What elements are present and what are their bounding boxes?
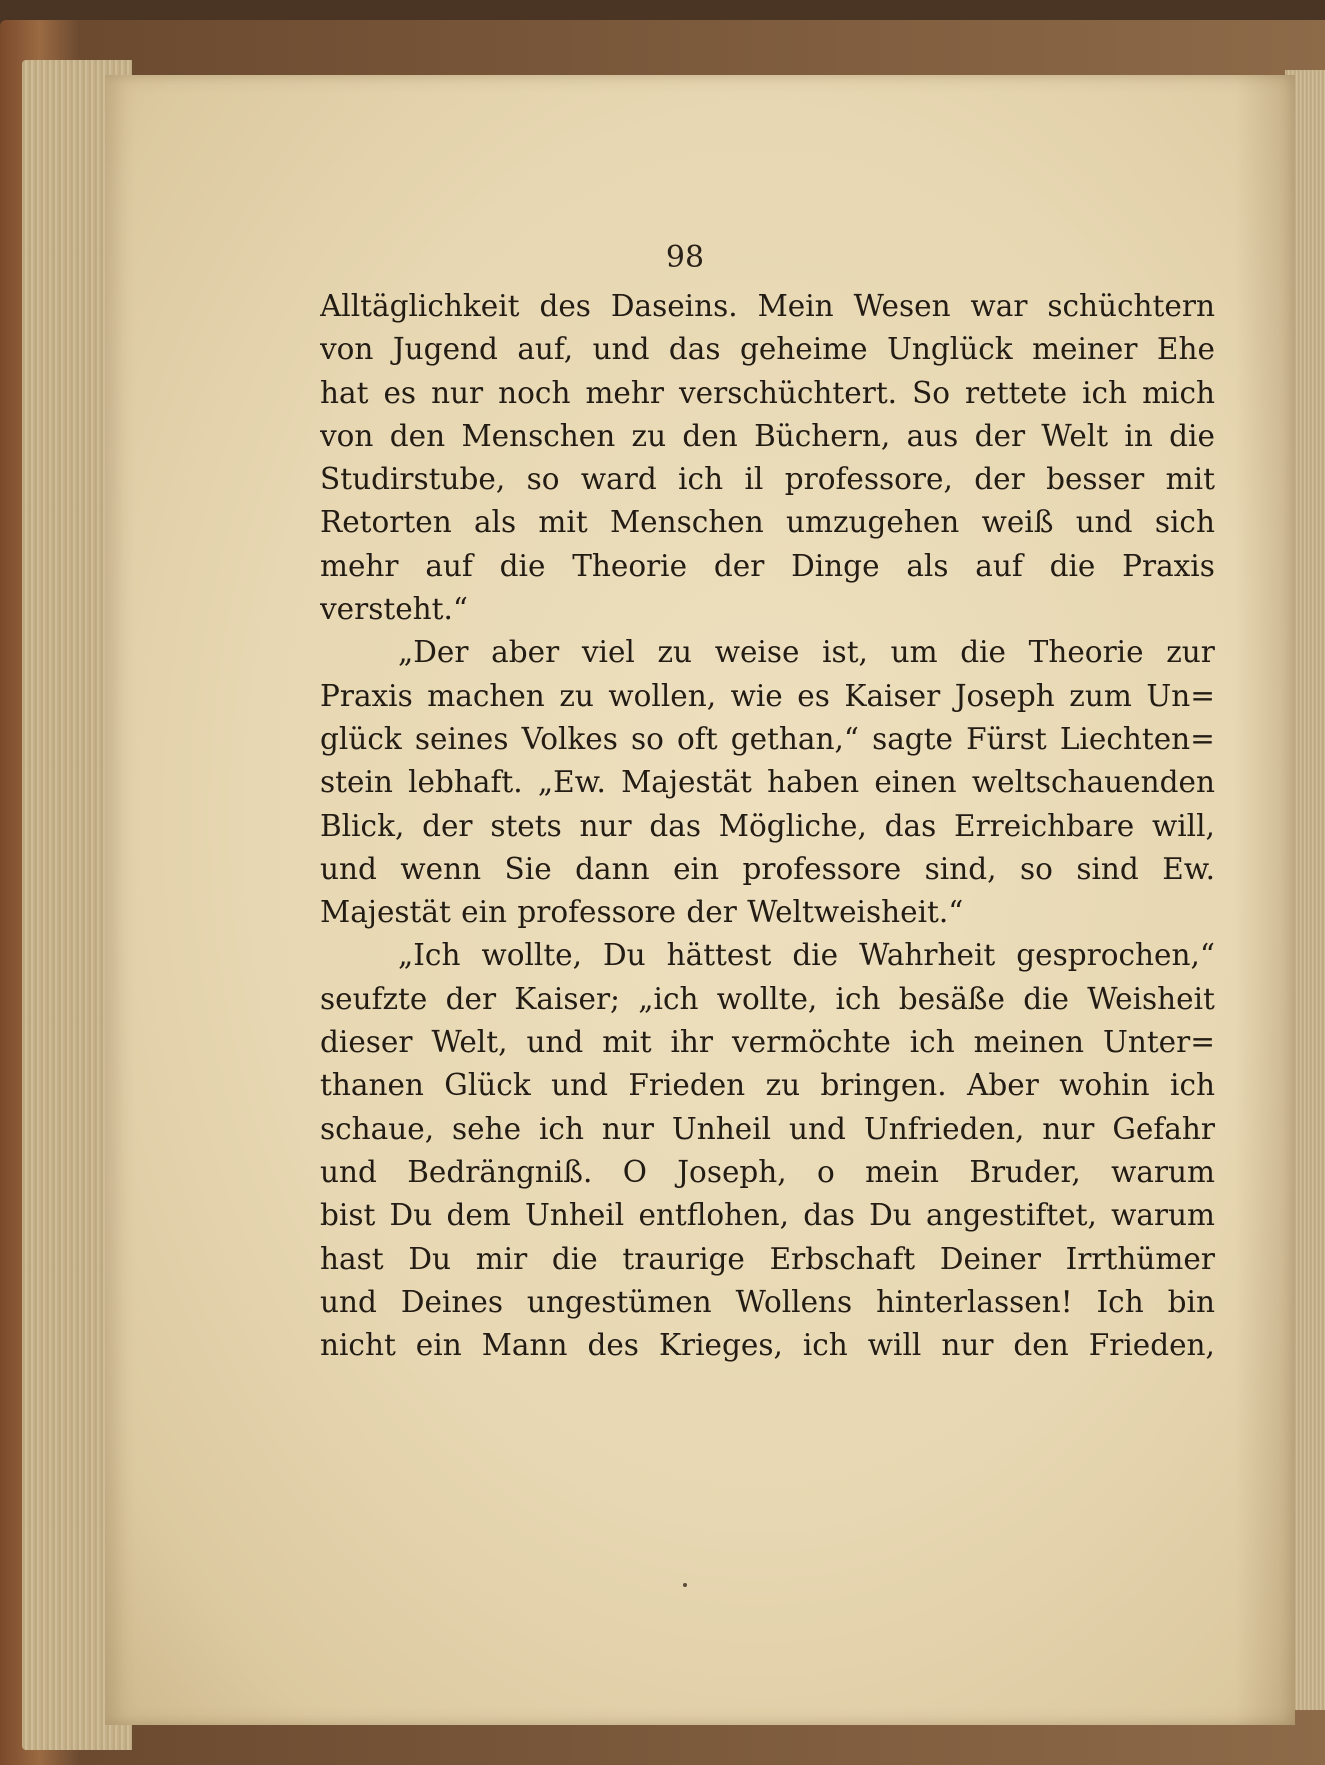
text-line: seufzte der Kaiser; „ich wollte, ich besäße die Weisheit	[320, 981, 1215, 1016]
text-line: glück seines Volkes so oft gethan,“ sagte Fürst Liechten=	[320, 721, 1215, 756]
text-line: thanen Glück und Frieden zu bringen. Aber wohin ich	[320, 1068, 1215, 1103]
text-line: Blick, der stets nur das Mögliche, das Erreichbare will,	[320, 808, 1215, 843]
text-line: dieser Welt, und mit ihr vermöchte ich meinen Unter=	[320, 1025, 1215, 1060]
text-line: „Ich wollte, Du hättest die Wahrheit gesprochen,“	[398, 938, 1215, 973]
gutter-shadow	[1235, 75, 1295, 1725]
text-line: und wenn Sie dann ein professore sind, so sind Ew.	[320, 851, 1215, 886]
text-line: von Jugend auf, und das geheime Unglück meiner Ehe	[320, 332, 1215, 367]
body-text	[320, 285, 1215, 1367]
book-page	[105, 75, 1295, 1725]
page-number-value: 98	[665, 240, 705, 275]
text-line: mehr auf die Theorie der Dinge als auf die Praxis	[320, 548, 1215, 583]
text-line: hast Du mir die traurige Erbschaft Deiner Irrthümer	[320, 1241, 1215, 1276]
text-line: versteht.“	[320, 592, 468, 627]
text-line: Alltäglichkeit des Daseins. Mein Wesen war schüchtern	[320, 289, 1215, 323]
text-line: stein lebhaft. „Ew. Majestät haben einen weltschauenden	[320, 765, 1215, 800]
page-number	[105, 240, 1295, 275]
text-line: und Bedrängniß. O Joseph, o mein Bruder, warum	[320, 1154, 1215, 1189]
text-line: Majestät ein professore der Weltweisheit.“	[320, 895, 964, 930]
text-line: von den Menschen zu den Büchern, aus der Welt in die	[320, 418, 1215, 453]
text-line: und Deines ungestümen Wollens hinterlassen! Ich bin	[320, 1284, 1215, 1319]
text-line: Praxis machen zu wollen, wie es Kaiser Joseph zum Un=	[320, 678, 1215, 713]
text-line: Retorten als mit Menschen umzugehen weiß und sich	[320, 505, 1215, 540]
text-line: „Der aber viel zu weise ist, um die Theorie zur	[398, 635, 1215, 670]
text-line: schaue, sehe ich nur Unheil und Unfrieden, nur Gefahr	[320, 1111, 1215, 1146]
text-line: nicht ein Mann des Krieges, ich will nur den Frieden,	[320, 1328, 1215, 1363]
text-line: Studirstube, so ward ich il professore, der besser mit	[320, 462, 1215, 497]
ink-speck	[683, 1583, 687, 1587]
text-line: hat es nur noch mehr verschüchtert. So rettete ich mich	[320, 375, 1215, 410]
text-line: bist Du dem Unheil entflohen, das Du angestiftet, warum	[320, 1198, 1215, 1233]
